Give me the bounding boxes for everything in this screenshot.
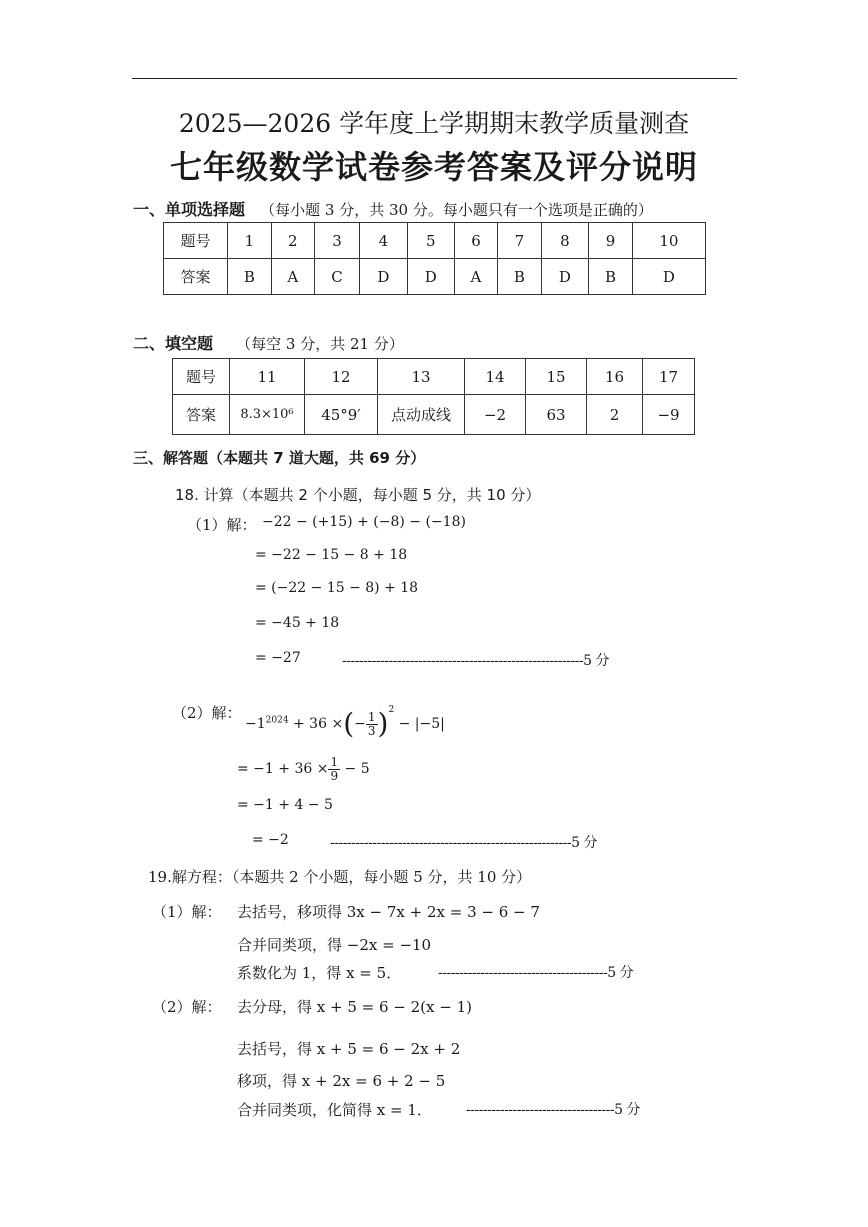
section1-answer: A [271, 259, 314, 295]
section1-num: 3 [314, 223, 359, 259]
q18-p2-fraction [366, 711, 378, 738]
section2-num: 15 [526, 359, 587, 395]
q19-p2-line3: 移项，得 x + 2x = 6 + 2 − 5 [237, 1072, 446, 1090]
section2-answer: 45°9′ [305, 395, 378, 435]
q19-p1-line3: 系数化为 1，得 x = 5． [237, 964, 402, 982]
section1-answer: D [407, 259, 454, 295]
section1-num: 2 [271, 223, 314, 259]
page-title-line2: 七年级数学试卷参考答案及评分说明 [169, 148, 698, 186]
q19-p2-label: （2）解： [152, 998, 222, 1016]
section2-note: （每空 3 分，共 21 分） [236, 335, 404, 353]
section2-answer-row [173, 395, 695, 435]
section1-answer: C [314, 259, 359, 295]
section2-answer: 8.3×10⁶ [230, 395, 305, 435]
section2-number-row [173, 359, 695, 395]
q19-heading: 19.解方程：（本题共 2 个小题，每小题 5 分，共 10 分） [148, 868, 532, 886]
section1-answer: B [589, 259, 633, 295]
section2-answer: −9 [643, 395, 695, 435]
q19-p1-line2: 合并同类项，得 −2x = −10 [237, 936, 432, 954]
section1-answer: D [632, 259, 705, 295]
section2-label-a: 答案 [173, 395, 230, 435]
q19-p2-line2: 去括号，得 x + 5 = 6 − 2x + 2 [237, 1040, 461, 1058]
q18-p1-line: −22 − (+15) + (−8) − (−18) [262, 514, 466, 530]
section1-num: 5 [407, 223, 454, 259]
q18-p1-score: ---------------------------------------------------------5 分 [342, 653, 609, 669]
section1-heading-row [133, 197, 653, 220]
section1-num: 8 [541, 223, 588, 259]
q18-p2-score: ---------------------------------------------------------5 分 [330, 835, 597, 851]
section2-num: 14 [465, 359, 526, 395]
section1-answer: B [498, 259, 542, 295]
q18-p2-line1-a: = −1 + 36 × [237, 761, 329, 777]
q18-p2-line1-den: 9 [330, 768, 339, 783]
q18-p2-term-c: − |−5| [394, 716, 445, 732]
q19-p1-score: ----------------------------------------5 分 [438, 965, 634, 981]
top-rule [132, 78, 737, 79]
section1-num: 6 [454, 223, 497, 259]
q18-p2-term-a: −1 [245, 716, 266, 732]
section2-answer: 点动成线 [378, 395, 465, 435]
section1-answer: D [360, 259, 407, 295]
section1-heading: 一、单项选择题 [133, 200, 246, 219]
section2-heading-row [133, 331, 404, 354]
section2-heading: 二、填空题 [133, 334, 214, 353]
q19-p1-label: （1）解： [152, 903, 222, 921]
section1-num: 7 [498, 223, 542, 259]
q18-p2-line1 [237, 752, 370, 786]
section2-answer: 63 [526, 395, 587, 435]
q18-p2-expression: $-1^{2024} + 36$ ×(− $\frac{1}{3}$ )$^2$ − |−5| [245, 705, 445, 740]
q18-p2-line1-fraction [328, 756, 340, 783]
q18-p2-frac-den: 3 [367, 723, 376, 738]
section3-heading: 三、解答题（本题共 7 道大题，共 69 分） [133, 449, 426, 467]
q18-p2-label: （2）解： [172, 704, 242, 722]
section2-num: 11 [230, 359, 305, 395]
section2-num: 17 [643, 359, 695, 395]
q18-p1-line: = −27 [255, 650, 301, 666]
section1-answer-row [164, 259, 706, 295]
section2-answer: 2 [587, 395, 643, 435]
page-title-line1: 2025—2026 学年度上学期期末教学质量测查 [178, 109, 690, 138]
section2-answer-table [172, 358, 695, 435]
section1-num: 10 [632, 223, 705, 259]
q18-p2-line1-num: 1 [330, 754, 339, 769]
q18-p1-label: （1）解： [187, 516, 257, 534]
q19-p1-line1: 去括号，移项得 3x − 7x + 2x = 3 − 6 − 7 [237, 903, 540, 921]
q18-p2-square: 2 [388, 705, 395, 715]
section2-num: 16 [587, 359, 643, 395]
section2-answer: −2 [465, 395, 526, 435]
section2-num: 13 [378, 359, 465, 395]
section1-note: （每小题 3 分，共 30 分。每小题只有一个选项是正确的） [260, 201, 653, 219]
q19-p2-line4: 合并同类项，化简得 x = 1． [237, 1101, 432, 1119]
section1-number-row [164, 223, 706, 259]
section1-label-q: 题号 [164, 223, 228, 259]
section2-label-q: 题号 [173, 359, 230, 395]
q18-p2-term-b: + 36 × [288, 716, 344, 732]
section1-label-a: 答案 [164, 259, 228, 295]
q18-p2-frac-num: 1 [367, 709, 376, 724]
q18-p2-line1-b: − 5 [340, 761, 370, 777]
q18-p1-line: = −22 − 15 − 8 + 18 [255, 547, 408, 563]
q18-p1-line: = −45 + 18 [255, 615, 340, 631]
section1-answer: B [228, 259, 272, 295]
section1-num: 4 [360, 223, 407, 259]
q18-p2-line2: = −1 + 4 − 5 [237, 797, 333, 813]
section1-num: 9 [589, 223, 633, 259]
section1-answer: D [541, 259, 588, 295]
q18-p2-exponent: 2024 [265, 715, 289, 726]
q19-p2-score: -----------------------------------5 分 [466, 1102, 640, 1118]
q18-heading: 18. 计算（本题共 2 个小题，每小题 5 分，共 10 分） [175, 486, 541, 504]
section1-num: 1 [228, 223, 272, 259]
section2-num: 12 [305, 359, 378, 395]
section1-answer-table [163, 222, 706, 295]
q18-p1-line: = (−22 − 15 − 8) + 18 [255, 580, 419, 596]
section1-answer: A [454, 259, 497, 295]
q19-p2-line1: 去分母，得 x + 5 = 6 − 2(x − 1) [237, 998, 472, 1016]
q18-p2-line3: = −2 [252, 832, 289, 848]
